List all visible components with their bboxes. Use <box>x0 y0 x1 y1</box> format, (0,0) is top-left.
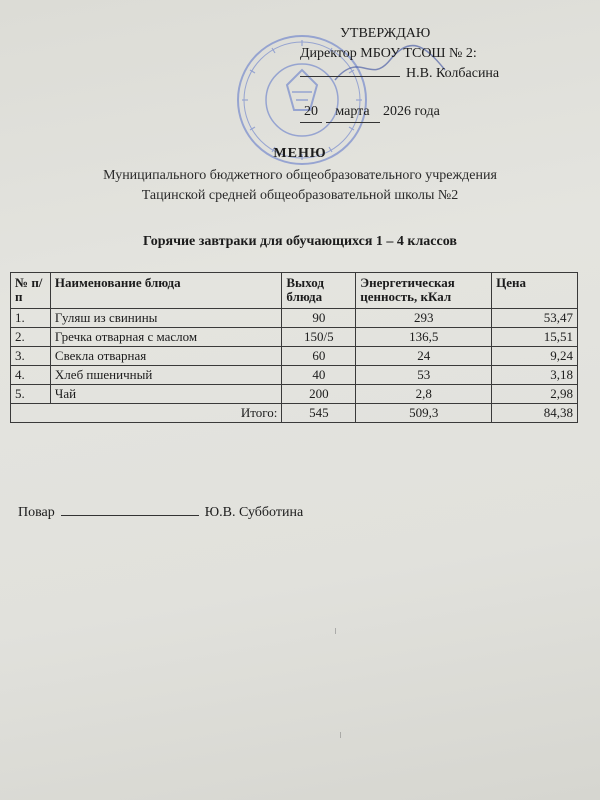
dish-output: 40 <box>282 366 356 385</box>
dish-price: 9,24 <box>492 347 578 366</box>
row-number: 3. <box>11 347 51 366</box>
dish-name: Чай <box>50 385 281 404</box>
dish-price: 2,98 <box>492 385 578 404</box>
org-name-line1: Муниципального бюджетного общеобразовательного учреждения <box>103 168 497 183</box>
total-price: 84,38 <box>492 404 578 423</box>
table-row <box>11 385 578 404</box>
approval-date <box>300 102 560 123</box>
header-price: Цена <box>492 273 578 309</box>
paper-mark <box>335 628 340 634</box>
menu-title: МЕНЮ <box>273 146 327 161</box>
date-day: 20 <box>300 102 322 123</box>
row-number: 1. <box>11 309 51 328</box>
dish-energy: 24 <box>356 347 492 366</box>
approval-signer: Н.В. Колбасина <box>406 66 500 81</box>
dish-name: Хлеб пшеничный <box>50 366 281 385</box>
dish-price: 3,18 <box>492 366 578 385</box>
approval-position: Директор МБОУ ТСОШ № 2: <box>300 46 477 61</box>
signature-blank <box>300 76 400 77</box>
table-row <box>11 347 578 366</box>
dish-energy: 136,5 <box>356 328 492 347</box>
menu-subtitle: Горячие завтраки для обучающихся 1 – 4 классов <box>143 234 457 249</box>
table-row <box>11 366 578 385</box>
approval-title: УТВЕРЖДАЮ <box>340 26 431 41</box>
dish-name: Свекла отварная <box>50 347 281 366</box>
total-energy: 509,3 <box>356 404 492 423</box>
table-header-row <box>11 273 578 309</box>
dish-energy: 2,8 <box>356 385 492 404</box>
menu-table <box>10 272 578 423</box>
dish-output: 60 <box>282 347 356 366</box>
dish-output: 200 <box>282 385 356 404</box>
cook-signature-line <box>18 505 303 521</box>
dish-price: 15,51 <box>492 328 578 347</box>
header-energy: Энергетическая ценность, кКал <box>356 273 492 309</box>
total-output: 545 <box>282 404 356 423</box>
org-name-line2: Тацинской средней общеобразовательной школы №2 <box>141 188 459 203</box>
total-row <box>11 404 578 423</box>
row-number: 4. <box>11 366 51 385</box>
cook-role: Повар <box>18 505 55 520</box>
dish-energy: 53 <box>356 366 492 385</box>
table-row <box>11 328 578 347</box>
header-dish: Наименование блюда <box>50 273 281 309</box>
cook-name: Ю.В. Субботина <box>204 505 304 520</box>
date-month: марта <box>326 102 380 123</box>
table-row <box>11 309 578 328</box>
dish-name: Гуляш из свинины <box>50 309 281 328</box>
approval-signer-line <box>300 64 560 84</box>
dish-name: Гречка отварная с маслом <box>50 328 281 347</box>
dish-output: 90 <box>282 309 356 328</box>
paper-mark <box>340 732 345 738</box>
header-number: № п/п <box>11 273 51 309</box>
date-year: 2026 года <box>383 104 440 119</box>
header-output: Выход блюда <box>282 273 356 309</box>
dish-output: 150/5 <box>282 328 356 347</box>
row-number: 5. <box>11 385 51 404</box>
cook-signature-blank <box>61 515 199 516</box>
dish-price: 53,47 <box>492 309 578 328</box>
dish-energy: 293 <box>356 309 492 328</box>
row-number: 2. <box>11 328 51 347</box>
total-label: Итого: <box>11 404 282 423</box>
approval-block <box>300 24 560 123</box>
